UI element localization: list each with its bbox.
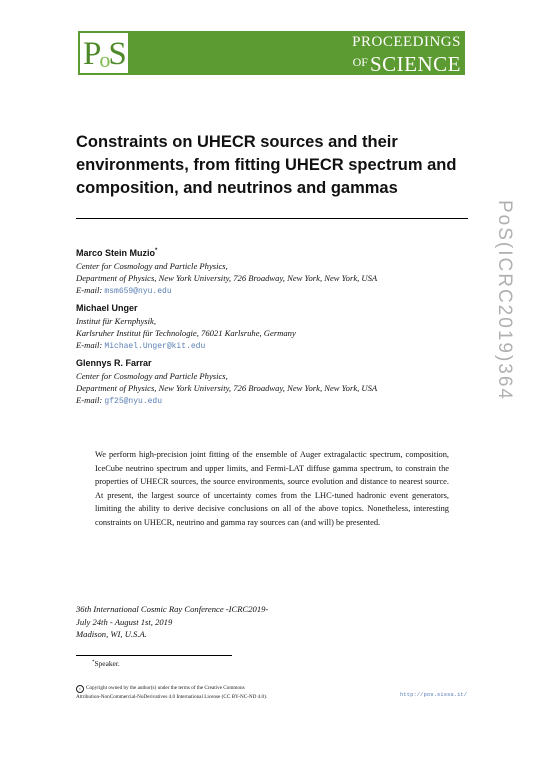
abstract: We perform high-precision joint fitting of the ensemble of Auger extragalactic spectrum, composition, IceCube neutrino spectrum and upper limits, and Fermi-LAT diffuse gamma spectrum, to constrain the properties of UHECR sources, the source environments, source evolution and distance to nearest source. At present, the largest source of uncertainty comes from the LHC-tuned hadronic event generators, limiting the ability to derive decisive conclusions on all of the above topics. Nonetheless, interesting constraints on UHECR, neutrino and gamma ray sources can (and will) be presented. xyxy=(95,450,449,527)
author-name: Michael Unger xyxy=(76,303,138,313)
pos-logo-text: PoS xyxy=(83,36,125,72)
author-block-2 xyxy=(76,302,476,353)
author-affiliation: Karlsruher Institut für Technologie, 76021 Karlsruhe, Germany xyxy=(76,328,296,338)
title-rule xyxy=(76,218,468,219)
conference-info xyxy=(76,603,268,641)
license-notice: c Copyright owned by the author(s) under the terms of the Creative Commons Attribution-NonCommercial-NoDerivatives 4.0 International License (CC BY-NC-ND 4.0). xyxy=(76,685,268,700)
author-block-3 xyxy=(76,357,476,408)
cc-icon: c xyxy=(76,685,84,693)
speaker-marker: * xyxy=(155,248,158,254)
author-email-link[interactable]: Michael.Unger@kit.edu xyxy=(104,342,206,351)
author-affiliation: Center for Cosmology and Particle Physics, xyxy=(76,371,228,381)
side-watermark-text: PoS(ICRC2019)364 xyxy=(494,200,515,401)
author-name: Marco Stein Muzio* xyxy=(76,248,158,258)
footnote: *Speaker. xyxy=(92,659,120,668)
pos-banner xyxy=(78,31,465,75)
banner-proceedings: PROCEEDINGS xyxy=(352,34,461,50)
footnote-rule xyxy=(76,655,232,656)
author-affiliation: Department of Physics, New York University, 726 Broadway, New York, New York, USA xyxy=(76,383,378,393)
conference-dates: July 24th - August 1st, 2019 xyxy=(76,616,173,627)
author-affiliation: Department of Physics, New York University, 726 Broadway, New York, New York, USA xyxy=(76,273,378,283)
author-email-line: E-mail: gf25@nyu.edu xyxy=(76,395,163,406)
author-email-link[interactable]: msm659@nyu.edu xyxy=(104,287,172,296)
pos-logo xyxy=(78,31,130,75)
side-watermark xyxy=(494,200,530,470)
author-block-1 xyxy=(76,245,476,298)
author-affiliation: Institut für Kernphysik, xyxy=(76,316,156,326)
banner-of-science: $^{OF}$SCIENCE xyxy=(352,52,461,76)
author-name: Glennys R. Farrar xyxy=(76,358,152,368)
paper-title: Constraints on UHECR sources and their environments, from fitting UHECR spectrum and composition, and neutrinos and gammas xyxy=(76,133,457,197)
conference-name: 36th International Cosmic Ray Conference -ICRC2019- xyxy=(76,604,269,614)
author-email-link[interactable]: gf25@nyu.edu xyxy=(104,397,163,406)
author-affiliation: Center for Cosmology and Particle Physics, xyxy=(76,261,228,271)
author-email-line: E-mail: msm659@nyu.edu xyxy=(76,285,172,296)
author-email-line: E-mail: Michael.Unger@kit.edu xyxy=(76,340,206,351)
pos-url-link[interactable]: http://pos.sissa.it/ xyxy=(400,691,468,698)
conference-location: Madison, WI, U.S.A. xyxy=(76,629,147,640)
